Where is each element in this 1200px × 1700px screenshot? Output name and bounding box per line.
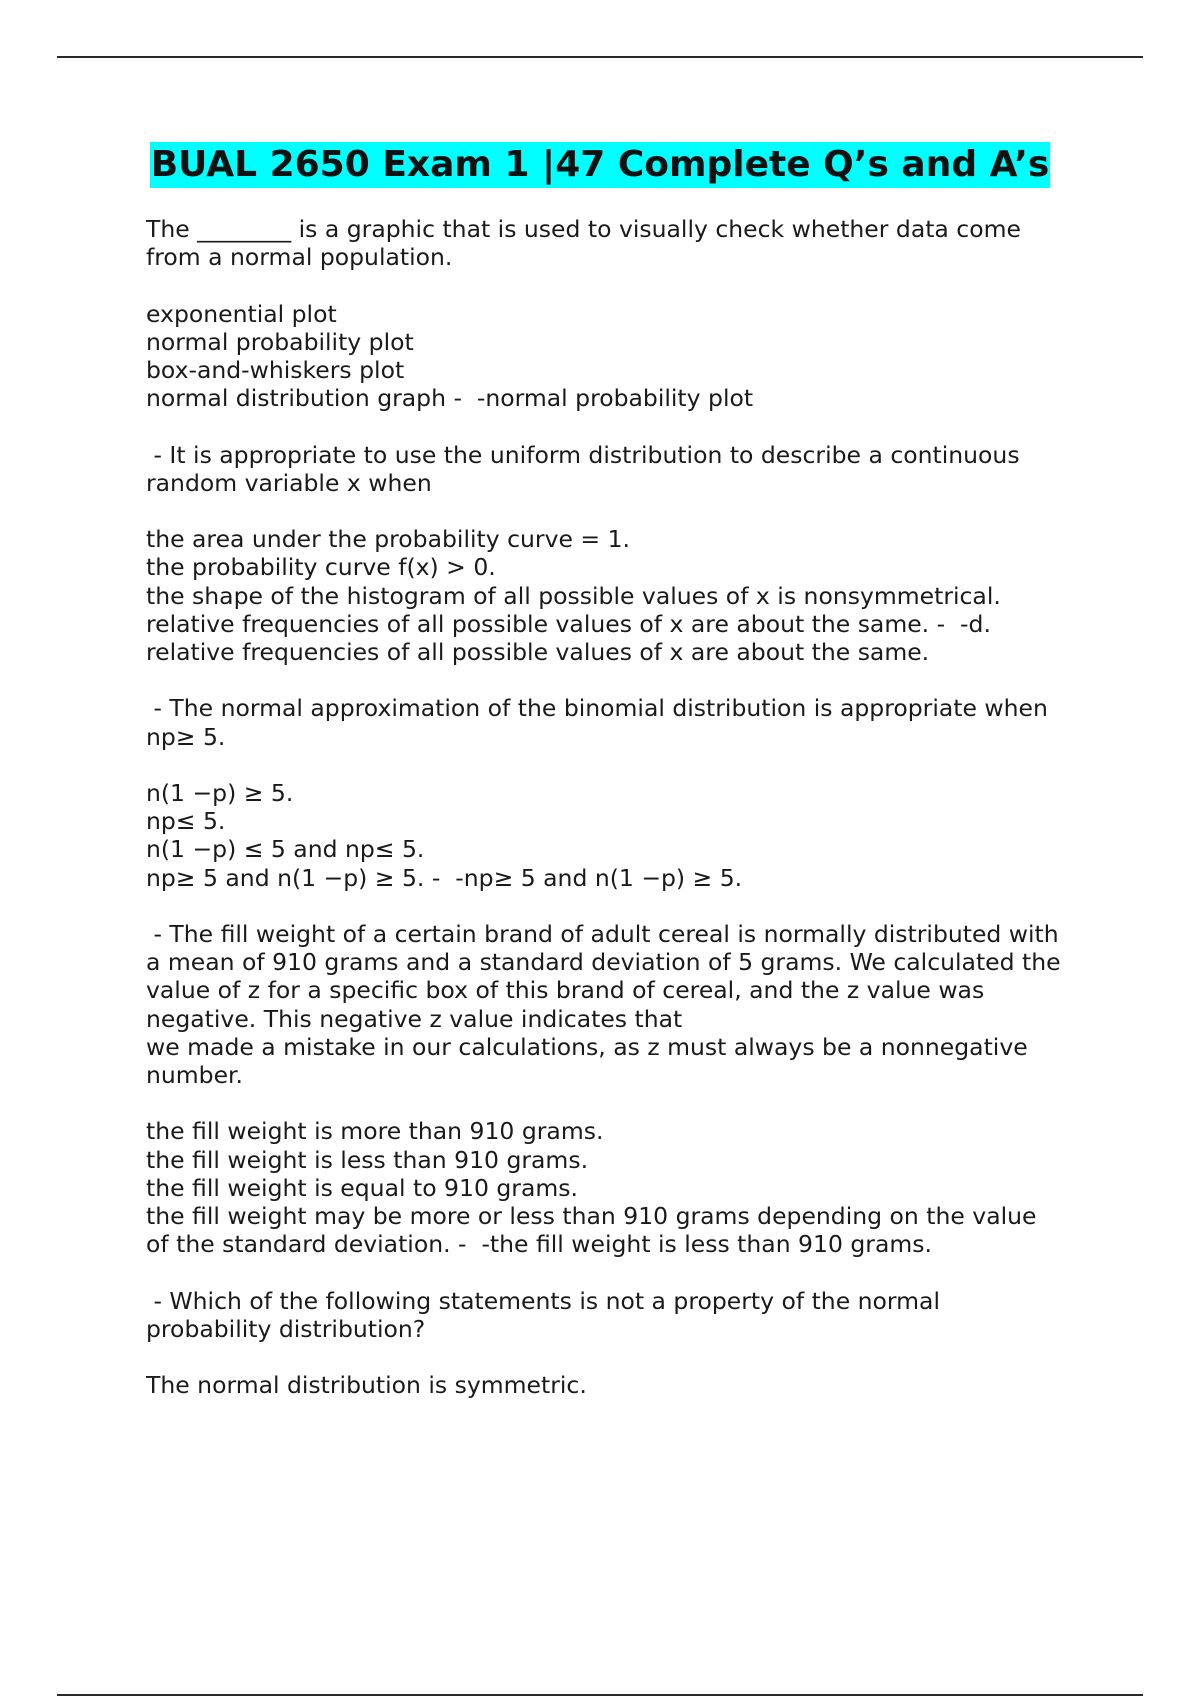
option-line: the area under the probability curve = 1. [146, 525, 630, 554]
option-line: the probability curve f(x) > 0. [146, 553, 496, 582]
option-line: of the standard deviation. - -the fill weight is less than 910 grams. [146, 1230, 932, 1259]
title-area [0, 142, 1200, 188]
question-4-options [146, 1117, 1096, 1258]
option-line: n(1 −p) ≤ 5 and np≤ 5. [146, 835, 425, 864]
text-line: from a normal population. [146, 243, 453, 272]
option-line: the fill weight is less than 910 grams. [146, 1145, 589, 1174]
text-line: - Which of the following statements is not a property of the normal [146, 1286, 940, 1315]
option-line: np≤ 5. [146, 807, 226, 836]
text-line: np≥ 5. [146, 722, 226, 751]
question-5-options [146, 1371, 1096, 1399]
option-line: normal probability plot [146, 327, 414, 356]
option-line: the fill weight is equal to 910 grams. [146, 1173, 578, 1202]
text-line: random variable x when [146, 468, 432, 497]
option-line: relative frequencies of all possible values of x are about the same. - -d. [146, 609, 991, 638]
question-3-options [146, 779, 1096, 892]
question-2-options [146, 525, 1096, 666]
option-line: box-and-whiskers plot [146, 356, 405, 384]
text-line: The ________ is a graphic that is used to visually check whether data come [146, 215, 1021, 243]
text-line: we made a mistake in our calculations, as z must always be a nonnegative [146, 1032, 1028, 1061]
question-1-text [146, 215, 1096, 271]
question-2-text [146, 441, 1096, 497]
text-line: negative. This negative z value indicates that [146, 1004, 683, 1033]
text-line: - The normal approximation of the binomial distribution is appropriate when [146, 694, 1048, 723]
document-body [146, 215, 1096, 1428]
option-line: the shape of the histogram of all possible values of x is nonsymmetrical. [146, 581, 1001, 610]
option-line: n(1 −p) ≥ 5. [146, 778, 294, 807]
option-line: the fill weight is more than 910 grams. [146, 1117, 604, 1146]
text-line: probability distribution? [146, 1314, 426, 1343]
question-5-text [146, 1287, 1096, 1343]
text-line: - The fill weight of a certain brand of adult cereal is normally distributed with [146, 919, 1059, 948]
option-line: The normal distribution is symmetric. [146, 1371, 587, 1400]
question-3-text [146, 694, 1096, 750]
bottom-rule [57, 1694, 1143, 1696]
question-4-text [146, 920, 1096, 1089]
option-line: np≥ 5 and n(1 −p) ≥ 5. - -np≥ 5 and n(1 −p) ≥ 5. [146, 863, 743, 892]
option-line: the fill weight may be more or less than 910 grams depending on the value [146, 1202, 1037, 1230]
question-1-options [146, 300, 1096, 413]
option-line: exponential plot [146, 299, 337, 328]
text-line: number. [146, 1061, 244, 1089]
top-rule [57, 56, 1143, 58]
text-line: a mean of 910 grams and a standard deviation of 5 grams. We calculated the [146, 948, 1061, 977]
option-line: normal distribution graph - -normal probability plot [146, 384, 754, 413]
text-line: - It is appropriate to use the uniform distribution to describe a continuous [146, 440, 1020, 469]
document-title: BUAL 2650 Exam 1 |47 Complete Q’s and A’s [150, 142, 1051, 188]
option-line: relative frequencies of all possible values of x are about the same. [146, 638, 930, 666]
text-line: value of z for a specific box of this brand of cereal, and the z value was [146, 976, 985, 1005]
